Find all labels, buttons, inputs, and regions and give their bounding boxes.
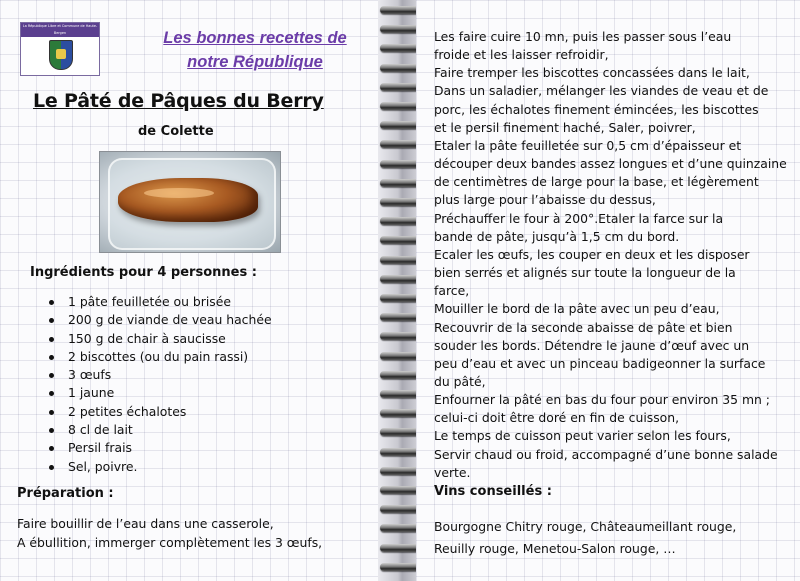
slogan-line-2: notre République (187, 53, 323, 71)
spiral-ring (380, 390, 420, 398)
spiral-ring (380, 160, 420, 168)
spiral-ring (380, 121, 420, 129)
wine-line: Bourgogne Chitry rouge, Châteaumeillant rouge, (434, 519, 737, 534)
republic-crest-icon (20, 22, 100, 76)
site-slogan (150, 26, 360, 74)
ingredient-item: 2 petites échalotes (46, 403, 272, 421)
preparation-line: Recouvrir de la seconde abaisse de pâte et bien (434, 319, 733, 335)
right-page (416, 0, 800, 581)
spiral-ring (380, 352, 420, 360)
spiral-ring (380, 6, 420, 14)
preparation-intro (17, 515, 357, 552)
spiral-ring (380, 275, 420, 283)
preparation-line: verte. (434, 464, 471, 480)
spiral-ring (380, 83, 420, 91)
spiral-ring (380, 332, 420, 340)
spiral-ring (380, 236, 420, 244)
preparation-line: découper deux bandes assez longues et d’une quinzaine (434, 156, 787, 172)
preparation-steps (434, 28, 794, 482)
preparation-line: A ébullition, immerger complètement les 3 œufs, (17, 534, 323, 550)
preparation-heading: Préparation : (17, 486, 114, 501)
wines-heading: Vins conseillés : (434, 484, 552, 499)
ingredients-heading: Ingrédients pour 4 personnes : (30, 265, 257, 280)
left-page (0, 0, 384, 581)
ingredient-item: 2 biscottes (ou du pain rassi) (46, 348, 272, 366)
spiral-ring (380, 486, 420, 494)
preparation-line: Ecaler les œufs, les couper en deux et les disposer (434, 246, 750, 262)
spiral-ring (380, 524, 420, 532)
spiral-ring (380, 313, 420, 321)
ingredients-list (46, 293, 272, 476)
spiral-ring (380, 371, 420, 379)
spiral-ring (380, 25, 420, 33)
preparation-line: souder les bords. Détendre le jaune d’œuf avec un (434, 337, 750, 353)
spiral-ring (380, 428, 420, 436)
ingredient-item: 1 jaune (46, 384, 272, 402)
preparation-line: Le temps de cuisson peut varier selon les fours, (434, 428, 731, 444)
preparation-line: Enfourner la pâté en bas du four pour environ 35 mn ; (434, 392, 770, 408)
spiral-ring (380, 140, 420, 148)
preparation-line: froide et les laisser refroidir, (434, 47, 609, 63)
preparation-line: Les faire cuire 10 mn, puis les passer sous l’eau (434, 29, 732, 44)
spiral-ring (380, 256, 420, 264)
spiral-ring (380, 505, 420, 513)
spiral-ring (380, 102, 420, 110)
logo-text: La République Libre et Commune de Haute-Bergen (22, 24, 98, 35)
preparation-line: du pâté, (434, 373, 486, 389)
preparation-line: farce, (434, 283, 470, 299)
recipe-author: de Colette (138, 124, 214, 139)
spiral-ring (380, 563, 420, 571)
spiral-ring (380, 467, 420, 475)
preparation-line: Etaler la pâte feuilletée sur 0,5 cm d’épaisseur et (434, 137, 742, 153)
preparation-line: Faire tremper les biscottes concassées dans le lait, (434, 65, 750, 81)
spiral-ring (380, 409, 420, 417)
wine-line: Reuilly rouge, Menetou-Salon rouge, … (434, 541, 676, 556)
preparation-line: et le persil finement haché, Saler, poivrer, (434, 119, 696, 135)
preparation-line: peu d’eau et avec un pinceau badigeonner la surface (434, 355, 766, 371)
slogan-line-1: Les bonnes recettes de (163, 29, 347, 47)
spiral-ring (380, 64, 420, 72)
preparation-line: Faire bouillir de l’eau dans une casserole, (17, 516, 274, 531)
preparation-line: bande de pâte, jusqu’à 1,5 cm du bord. (434, 228, 680, 244)
preparation-line: bien serrés et alignés sur toute la longueur de la (434, 265, 736, 281)
ingredient-item: 200 g de viande de veau hachée (46, 311, 272, 329)
spiral-ring (380, 179, 420, 187)
pate-loaf (118, 178, 258, 222)
wines-text (434, 516, 736, 560)
ingredient-item: Persil frais (46, 439, 272, 457)
spiral-ring (380, 198, 420, 206)
preparation-line: Dans un saladier, mélanger les viandes de veau et de (434, 83, 769, 99)
preparation-line: de centimètres de large pour la base, et légèrement (434, 174, 759, 190)
ingredient-item: 3 œufs (46, 366, 272, 384)
spiral-ring (380, 44, 420, 52)
ingredient-item: 150 g de chair à saucisse (46, 330, 272, 348)
preparation-line: Servir chaud ou froid, accompagné d’une bonne salade (434, 446, 778, 462)
recipe-title: Le Pâté de Pâques du Berry (33, 90, 324, 112)
ingredient-item: 1 pâte feuilletée ou brisée (46, 293, 272, 311)
spiral-ring (380, 544, 420, 552)
pate-photo (99, 151, 281, 253)
spiral-ring (380, 217, 420, 225)
preparation-line: plus large pour l’abaisse du dessus, (434, 192, 656, 208)
preparation-line: Mouiller le bord de la pâte avec un peu d’eau, (434, 301, 720, 317)
spiral-ring (380, 448, 420, 456)
spiral-ring (380, 294, 420, 302)
ingredient-item: Sel, poivre. (46, 458, 272, 476)
ingredient-item: 8 cl de lait (46, 421, 272, 439)
preparation-line: celui-ci doit être doré en fin de cuisson, (434, 410, 680, 426)
logo-shield-icon (49, 40, 73, 70)
preparation-line: porc, les échalotes finement émincées, les biscottes (434, 101, 759, 117)
preparation-line: Préchauffer le four à 200°.Etaler la farce sur la (434, 210, 724, 226)
